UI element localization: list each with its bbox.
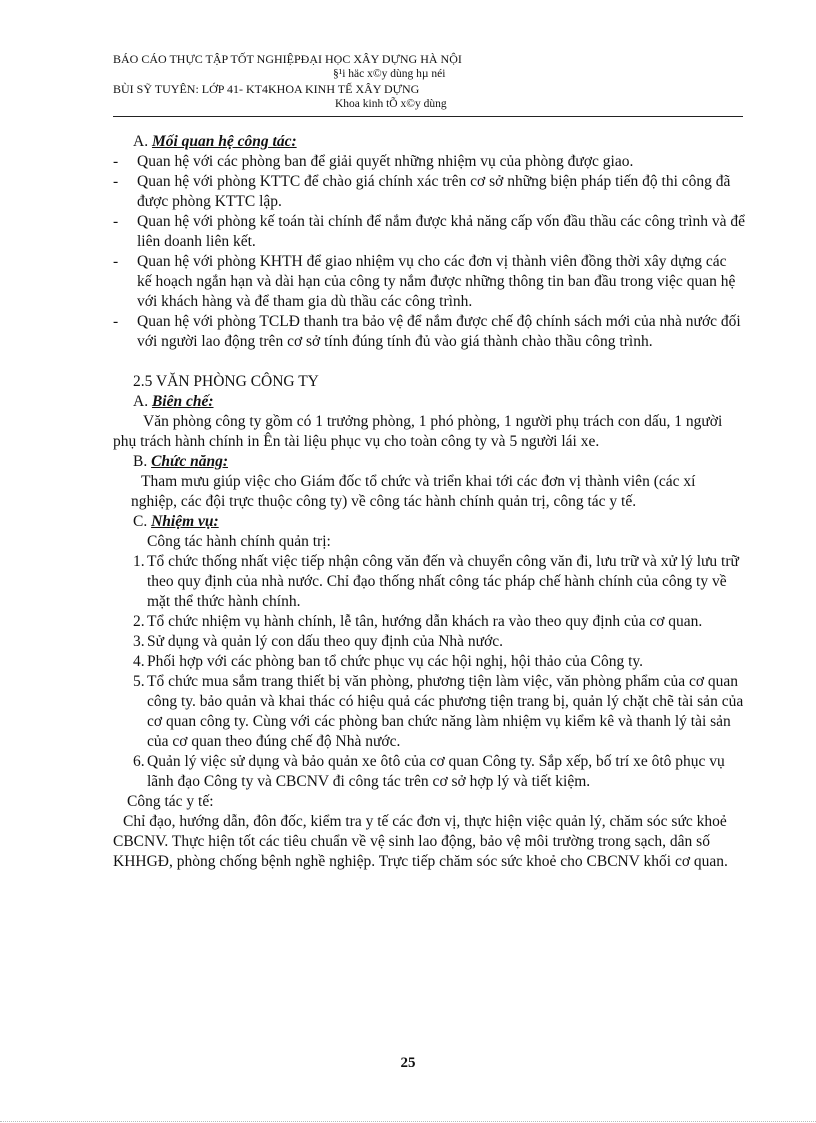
list-item: - Quan hệ với phòng KHTH để giao nhiệm vụ cho các đơn vị thành viên đồng thời xây dựng các kế hoạch ngắn hạn và dài hạn của công ty nắm được những thông tin ban đầu trong việc quan hệ với khách hàng và để tham gia dù thầu các công trình. [113,253,736,310]
section-2-5-title: 2.5 VĂN PHÒNG CÔNG TY [133,373,319,390]
section-a-heading [133,132,745,152]
document-body [113,132,745,872]
function-text: Tham mưu giúp việc cho Giám đốc tổ chức và triển khai tới các đơn vị thành viên (các xí nghiệp, các đội trực thuộc công ty) về công tác hành chính quản trị, công tác y tế. [131,473,696,510]
list-item: - Quan hệ với các phòng ban để giải quyết những nhiệm vụ của phòng được giao. [113,153,634,170]
health-subtitle: Công tác y tế: [127,793,214,810]
list-item: 1. Tổ chức thống nhất việc tiếp nhận công văn đến và chuyển công văn đi, lưu trữ và xử lý lưu trữ theo quy định của nhà nước. Chỉ đạo thống nhất công tác pháp chế hành chính của công ty về mặt thể thức hành chính. [133,553,739,610]
list-item: 3. Sử dụng và quản lý con dấu theo quy định của Nhà nước. [133,633,504,650]
page-number: 25 [400,1055,416,1071]
duties-marker: C. [133,513,148,530]
header-divider [113,116,743,117]
header-line-4: Khoa kinh tÕ x©y dùng [335,98,447,110]
header-line-2: §¹i häc x©y dùng hµ néi [333,68,446,80]
header-line-1: BÁO CÁO THỰC TẬP TỐT NGHIỆPĐẠI HỌC XÂY DỰNG HÀ NỘI [113,52,462,66]
list-item: - Quan hệ với phòng kế toán tài chính để nắm được khả năng cấp vốn đầu thầu các công trình và để liên doanh liên kết. [113,213,746,250]
staffing-marker: A. [133,393,149,410]
relations-list [113,152,745,352]
list-item: 5. Tổ chức mua sắm trang thiết bị văn phòng, phương tiện làm việc, văn phòng phẩm của cơ quan công ty. bảo quản và khai thác có hiệu quả các phương tiện trang bị, quản lý chặt chẽ tài sản của cơ quan công ty. Cùng với các phòng ban chức năng làm nhiệm vụ kiểm kê và thanh lý tài sản của cơ quan theo đúng chế độ Nhà nước. [133,673,744,750]
duties-list [113,552,745,792]
page-bottom-divider [0,1121,816,1122]
staffing-heading [133,392,745,412]
header-line-3: BÙI SỸ TUYÊN: LỚP 41- KT4KHOA KINH TẾ XÂY DỰNG [113,82,420,96]
section-a-title: Mối quan hệ công tác: [151,133,297,150]
function-heading [133,452,745,472]
staffing-title: Biên chế: [151,393,214,410]
staffing-text: Văn phòng công ty gồm có 1 trưởng phòng, 1 phó phòng, 1 người phụ trách con dấu, 1 người phụ trách hành chính in Ên tài liệu phục vụ cho toàn công ty và 5 người lái xe. [113,413,723,450]
list-item: - Quan hệ với phòng KTTC để chào giá chính xác trên cơ sở những biện pháp tiến độ thi công đã được phòng KTTC lập. [113,173,731,210]
duties-heading [133,512,745,532]
admin-subtitle: Công tác hành chính quản trị: [147,533,331,550]
section-a-marker: A. [133,133,149,150]
duties-title: Nhiệm vụ: [151,513,219,530]
page-header [113,52,743,112]
health-text: Chỉ đạo, hướng dẫn, đôn đốc, kiểm tra y tế các đơn vị, thực hiện việc quản lý, chăm sóc sức khoẻ CBCNV. Thực hiện tốt các tiêu chuẩn về vệ sinh lao động, bảo vệ môi trường trong sạch, dân số KHHGĐ, phòng chống bệnh nghề nghiệp. Trực tiếp chăm sóc sức khoẻ cho CBCNV khối cơ quan. [113,813,728,870]
list-item: 4. Phối hợp với các phòng ban tổ chức phục vụ các hội nghị, hội thảo của Công ty. [133,653,644,670]
list-item: 6. Quản lý việc sử dụng và bảo quản xe ôtô của cơ quan Công ty. Sắp xếp, bố trí xe ôtô phục vụ lãnh đạo Công ty và CBCNV đi công tác trên cơ sở hợp lý và tiết kiệm. [133,753,725,790]
list-item: 2. Tổ chức nhiệm vụ hành chính, lễ tân, hướng dẫn khách ra vào theo quy định của cơ quan. [133,613,703,630]
function-marker: B. [133,453,148,470]
list-item: - Quan hệ với phòng TCLĐ thanh tra bảo vệ để nắm được chế độ chính sách mới của nhà nước đối với người lao động trên cơ sở tính đúng tính đủ vào giá thành chào thầu công trình. [113,313,741,350]
function-title: Chức năng: [151,453,228,470]
